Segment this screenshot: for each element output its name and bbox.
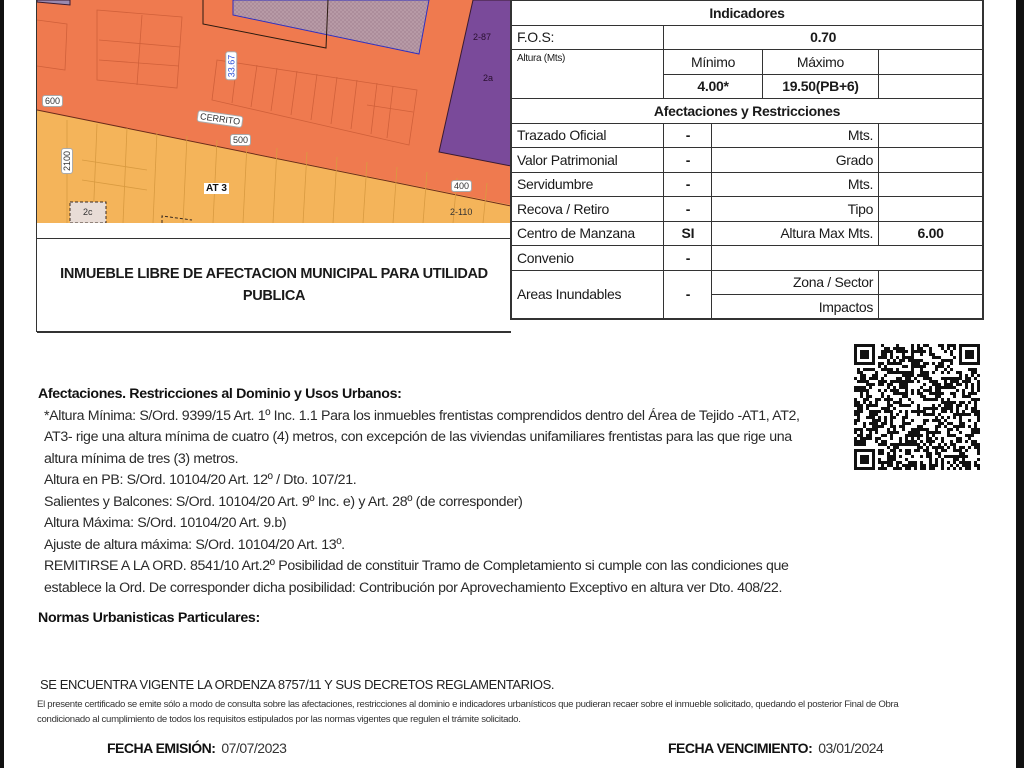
row-unit: Mts. (712, 123, 879, 148)
row-unit: Grado (712, 148, 879, 173)
zone-label-2c: 2c (83, 207, 93, 217)
row-convenio (511, 246, 983, 271)
afectaciones-title: Afectaciones y Restricciones (511, 99, 983, 124)
row-value: SI (664, 221, 712, 246)
fecha-vencimiento (668, 740, 883, 756)
zoning-map-graphic (37, 0, 511, 223)
row-label: Valor Patrimonial (511, 148, 664, 173)
minimo-label: Mínimo (664, 50, 763, 75)
fos-value: 0.70 (664, 25, 983, 50)
excepitva-value (879, 74, 983, 99)
row-label: Centro de Manzana (511, 221, 664, 246)
restriction-line: establece la Ord. De corresponder dicha posibilidad: Contribución por Aprovechamiento Exceptivo en altura ver Dto. 408/22. (44, 579, 783, 596)
row-recova-retiro (511, 197, 983, 222)
row-empty (712, 246, 983, 271)
notice-box (37, 238, 511, 333)
row-extra (879, 295, 983, 320)
vigente-notice: SE ENCUENTRA VIGENTE LA ORDENZA 8757/11 Y SUS DECRETOS REGLAMENTARIOS. (40, 677, 555, 692)
row-label: Convenio (511, 246, 664, 271)
disclaimer-line: El presente certificado se emite sólo a modo de consulta sobre las afectaciones, restricciones al dominio e indicadores urbanísticos que pudieran recaer sobre el inmueble solicitado, quedando el posterior Final de Obra (37, 699, 899, 710)
altura-label: Altura (Mts) (511, 50, 664, 99)
row-extra (879, 197, 983, 222)
indicadores-title: Indicadores (511, 1, 983, 26)
right-edge-border (1016, 0, 1024, 768)
restriction-line: Altura en PB: S/Ord. 10104/20 Art. 12º / Dto. 107/21. (44, 472, 357, 488)
zone-label-2-110: 2-110 (450, 207, 473, 217)
map-label-500: 500 (230, 134, 251, 146)
restriction-line: altura mínima de tres (3) metros. (44, 450, 239, 467)
restriction-line: *Altura Mínima: S/Ord. 9399/15 Art. 1º Inc. 1.1 Para los inmuebles frentistas comprendidos dentro del Área de Tejido -AT1, AT2, (44, 407, 800, 424)
excepitva-label (879, 50, 983, 75)
row-label: Areas Inundables (511, 270, 664, 319)
row-value: - (664, 123, 712, 148)
row-areas-inundables (511, 270, 983, 295)
map-label-600: 600 (42, 95, 63, 107)
fos-label: F.O.S: (511, 25, 664, 50)
row-unit-zona: Zona / Sector (712, 270, 879, 295)
zone-label-at3: AT 3 (206, 183, 227, 194)
zone-label-2a: 2a (483, 73, 494, 83)
minimo-value: 4.00* (664, 74, 763, 99)
zoning-map (37, 0, 511, 223)
fecha-emision (107, 740, 286, 756)
restriction-line: Ajuste de altura máxima: S/Ord. 10104/20 Art. 13º. (44, 536, 345, 553)
restrictions-heading: Afectaciones. Restricciones al Dominio y Usos Urbanos: (38, 386, 402, 402)
row-extra: 6.00 (879, 221, 983, 246)
row-unit: Tipo (712, 197, 879, 222)
row-centro-de-manzana (511, 221, 983, 246)
map-label-2100: 2100 (61, 148, 73, 174)
qr-code-icon (854, 344, 980, 470)
street-label-cerrito: CERRITO (196, 110, 244, 128)
qr-modules (854, 344, 980, 470)
row-extra (879, 123, 983, 148)
row-label: Servidumbre (511, 172, 664, 197)
maximo-value: 19.50(PB+6) (762, 74, 878, 99)
left-edge-border (0, 0, 4, 768)
row-label: Recova / Retiro (511, 197, 664, 222)
restriction-line: Altura Máxima: S/Ord. 10104/20 Art. 9.b) (44, 515, 287, 531)
row-label: Trazado Oficial (511, 123, 664, 148)
fecha-vencimiento-value: 03/01/2024 (818, 740, 884, 756)
row-unit-impactos: Impactos (712, 295, 879, 320)
row-extra (879, 270, 983, 295)
zone-label-2-87: 2-87 (473, 32, 492, 42)
map-label-400: 400 (451, 180, 472, 192)
row-extra (879, 148, 983, 173)
normas-heading: Normas Urbanisticas Particulares: (38, 610, 260, 626)
row-valor-patrimonial (511, 148, 983, 173)
row-value: - (664, 246, 712, 271)
dimension-label: 33.67 (225, 52, 237, 81)
restriction-line: REMITIRSE A LA ORD. 8541/10 Art.2º Posibilidad de constituir Tramo de Completamiento si cumple con las condiciones que (44, 558, 789, 574)
row-trazado-oficial (511, 123, 983, 148)
disclaimer (37, 697, 997, 727)
row-unit: Altura Max Mts. (712, 221, 879, 246)
row-unit: Mts. (712, 172, 879, 197)
notice-text: INMUEBLE LIBRE DE AFECTACION MUNICIPAL PARA UTILIDAD PUBLICA (60, 265, 488, 304)
restriction-line: Salientes y Balcones: S/Ord. 10104/20 Art. 9º Inc. e) y Art. 28º (de corresponder) (44, 493, 523, 510)
row-value: - (664, 148, 712, 173)
fecha-emision-label: FECHA EMISIÓN: (107, 740, 216, 756)
fecha-emision-value: 07/07/2023 (221, 740, 287, 756)
row-value: - (664, 270, 712, 319)
row-servidumbre (511, 172, 983, 197)
row-value: - (664, 172, 712, 197)
maximo-label: Máximo (762, 50, 878, 75)
disclaimer-line: condicionado al cumplimiento de todos los requisitos estipulados por las normas vigentes que regulen el trámite solicitado. (37, 714, 521, 725)
map-bottom-strip (37, 223, 511, 239)
row-value: - (664, 197, 712, 222)
restrictions-section (38, 384, 858, 599)
indicators-table (510, 0, 984, 320)
restriction-line: AT3- rige una altura mínima de cuatro (4) metros, con excepción de las viviendas unifamiliares frentistas para las que rige una (44, 429, 792, 445)
row-extra (879, 172, 983, 197)
fecha-vencimiento-label: FECHA VENCIMIENTO: (668, 740, 813, 756)
